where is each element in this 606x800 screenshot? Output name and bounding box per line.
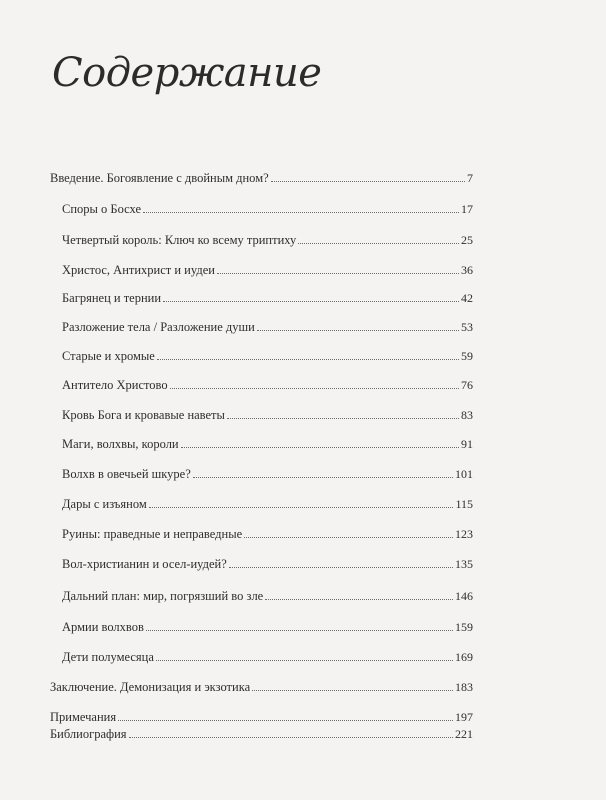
toc-entry-introduction[interactable] <box>50 171 473 185</box>
toc-entry-page: 53 <box>461 320 473 334</box>
dot-leader <box>163 301 459 302</box>
toc-entry-conclusion[interactable] <box>50 680 473 694</box>
toc-entry-page: 169 <box>455 650 473 664</box>
toc-entry-chapter[interactable] <box>62 620 473 634</box>
toc-entry-label: Христос, Антихрист и иудеи <box>62 263 215 277</box>
toc-entry-chapter[interactable] <box>62 467 473 481</box>
dot-leader <box>257 330 459 331</box>
toc-entry-chapter[interactable] <box>62 202 473 216</box>
toc-entry-page: 159 <box>455 620 473 634</box>
toc-entry-chapter[interactable] <box>62 378 473 392</box>
toc-entry-page: 91 <box>461 437 473 451</box>
toc-entry-page: 83 <box>461 408 473 422</box>
toc-entry-chapter[interactable] <box>62 349 473 363</box>
dot-leader <box>118 720 453 721</box>
toc-entry-label: Вол-христианин и осел-иудей? <box>62 557 227 571</box>
toc-entry-page: 17 <box>461 202 473 216</box>
toc-entry-page: 221 <box>455 727 473 741</box>
toc-entry-chapter[interactable] <box>62 233 473 247</box>
toc-entry-page: 123 <box>455 527 473 541</box>
toc-entry-chapter[interactable] <box>62 497 473 511</box>
dot-leader <box>193 477 453 478</box>
page-title: Содержание <box>52 50 322 96</box>
toc-entry-label: Кровь Бога и кровавые наветы <box>62 408 225 422</box>
dot-leader <box>143 212 459 213</box>
toc-entry-label: Заключение. Демонизация и экзотика <box>50 680 251 694</box>
toc-entry-chapter[interactable] <box>62 557 473 571</box>
toc-entry-label: Библиография <box>50 727 127 741</box>
toc-entry-page: 183 <box>455 680 473 694</box>
toc-entry-label: Споры о Босхе <box>62 202 142 216</box>
toc-entry-notes[interactable] <box>50 710 473 724</box>
toc-entry-label: Введение. Богоявление с двойным дном? <box>50 171 269 185</box>
toc-entry-label: Примечания <box>50 710 117 724</box>
dot-leader <box>265 599 453 600</box>
toc-entry-page: 146 <box>455 589 473 603</box>
toc-entry-page: 135 <box>455 557 473 571</box>
toc-entry-chapter[interactable] <box>62 408 473 422</box>
toc-entry-page: 25 <box>461 233 473 247</box>
toc-entry-label: Дальний план: мир, погрязший во зле <box>62 589 264 603</box>
toc-entry-chapter[interactable] <box>62 263 473 277</box>
toc-entry-label: Разложение тела / Разложение души <box>62 320 255 334</box>
toc-entry-label: Дети полумесяца <box>62 650 154 664</box>
toc-entry-page: 7 <box>467 171 473 185</box>
toc-entry-chapter[interactable] <box>62 437 473 451</box>
toc-entry-label: Антитело Христово <box>62 378 168 392</box>
toc-entry-chapter[interactable] <box>62 320 473 334</box>
dot-leader <box>229 567 453 568</box>
dot-leader <box>156 660 453 661</box>
toc-entry-chapter[interactable] <box>62 291 473 305</box>
toc-entry-page: 42 <box>461 291 473 305</box>
toc-entry-page: 59 <box>461 349 473 363</box>
dot-leader <box>181 447 459 448</box>
toc-entry-page: 101 <box>455 467 473 481</box>
dot-leader <box>252 690 453 691</box>
dot-leader <box>170 388 459 389</box>
dot-leader <box>298 243 459 244</box>
toc-entry-label: Волхв в овечьей шкуре? <box>62 467 191 481</box>
dot-leader <box>146 630 453 631</box>
toc-entry-label: Маги, волхвы, короли <box>62 437 179 451</box>
toc-entry-label: Старые и хромые <box>62 349 155 363</box>
toc-entry-chapter[interactable] <box>62 527 473 541</box>
dot-leader <box>217 273 459 274</box>
toc-entry-chapter[interactable] <box>62 650 473 664</box>
toc-entry-page: 36 <box>461 263 473 277</box>
dot-leader <box>271 181 465 182</box>
toc-entry-label: Багрянец и тернии <box>62 291 162 305</box>
toc-entry-chapter[interactable] <box>62 589 473 603</box>
toc-entry-label: Армии волхвов <box>62 620 144 634</box>
dot-leader <box>227 418 459 419</box>
dot-leader <box>157 359 459 360</box>
toc-entry-page: 115 <box>455 497 473 511</box>
toc-entry-bibliography[interactable] <box>50 727 473 741</box>
toc-entry-label: Руины: праведные и неправедные <box>62 527 243 541</box>
toc-entry-label: Дары с изъяном <box>62 497 147 511</box>
toc-entry-label: Четвертый король: Ключ ко всему триптиху <box>62 233 297 247</box>
toc-entry-page: 76 <box>461 378 473 392</box>
dot-leader <box>149 507 454 508</box>
dot-leader <box>129 737 453 738</box>
dot-leader <box>244 537 453 538</box>
toc-entry-page: 197 <box>455 710 473 724</box>
